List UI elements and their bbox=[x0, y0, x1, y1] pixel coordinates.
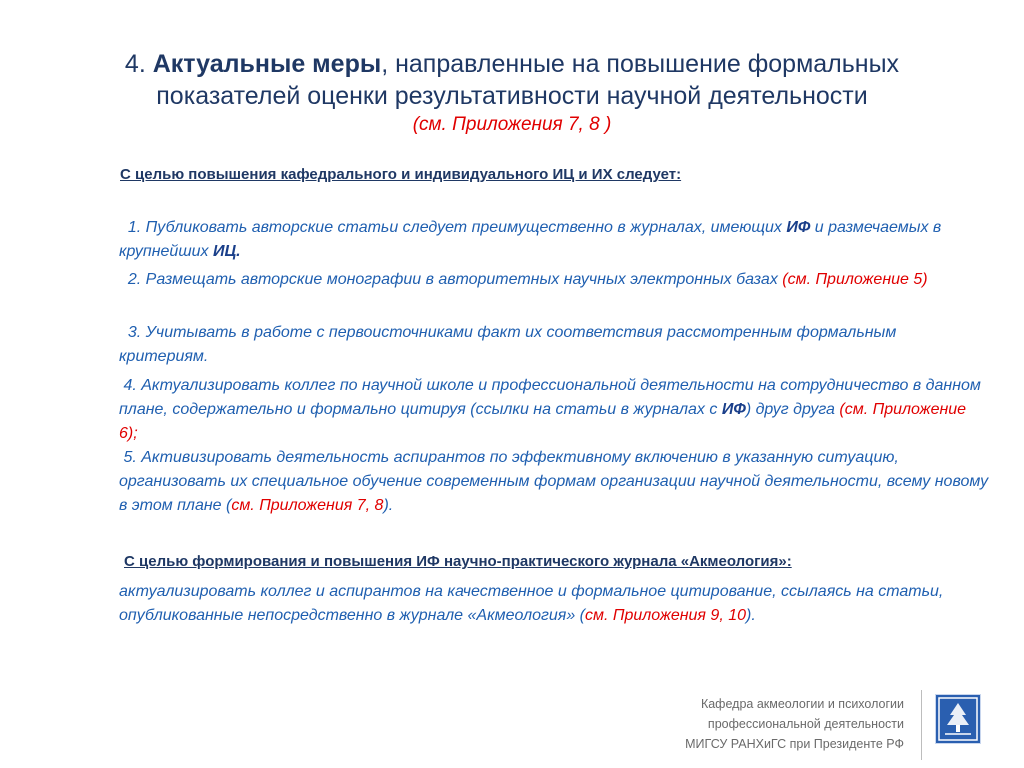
title-reference: (см. Приложения 7, 8 ) bbox=[412, 114, 612, 135]
list-item-3: 3. Учитывать в работе с первоисточниками факт их соответствия рассмотренным формальным критериям. bbox=[119, 324, 897, 365]
list-item-5: 5. Активизировать деятельность аспирантов по эффективному включению в указанную ситуацию, организовать их специальное обучение современным формам организации научной деятельности, всему новому в этом плане (см. Приложения 7, 8). bbox=[119, 449, 989, 514]
footer-divider bbox=[921, 690, 922, 760]
title-bold: Актуальные меры bbox=[152, 50, 382, 78]
section2-paragraph: актуализировать коллег и аспирантов на качественное и формальное цитирование, ссылаясь на статьи, опубликованные непосредственно в журнале «Акмеология» (см. Приложения 9, 10). bbox=[119, 583, 944, 624]
list-item-4: 4. Актуализировать коллег по научной школе и профессиональной деятельности на сотрудничество в данном плане, содержательно и формально цитируя (ссылки на статьи в журналах с ИФ) друг друга (см. Приложение 6); bbox=[119, 377, 981, 442]
footer-department bbox=[685, 694, 904, 754]
title-number: 4. bbox=[124, 50, 153, 78]
list-item-2: 2. Размещать авторские монографии в авторитетных научных электронных базах (см. Приложение 5) bbox=[127, 271, 928, 288]
footer-line-2: профессиональной деятельности bbox=[707, 717, 904, 731]
footer-line-1: Кафедра акмеологии и психологии bbox=[700, 697, 904, 711]
slide-title bbox=[60, 48, 964, 138]
footer-line-3: МИГСУ РАНХиГС при Президенте РФ bbox=[685, 737, 904, 751]
title-rest: , направленные на повышение формальных bbox=[381, 50, 900, 78]
section2-heading: С целью формирования и повышения ИФ научно-практического журнала «Акмеология»: bbox=[124, 553, 792, 570]
tree-emblem-icon bbox=[935, 694, 981, 744]
title-line2: показателей оценки результативности научной деятельности bbox=[156, 82, 868, 110]
list-item-1: 1. Публиковать авторские статьи следует преимущественно в журналах, имеющих ИФ и размечаемых в крупнейших ИЦ. bbox=[119, 219, 942, 260]
section1-heading: С целью повышения кафедрального и индивидуального ИЦ и ИХ следует: bbox=[120, 166, 682, 183]
